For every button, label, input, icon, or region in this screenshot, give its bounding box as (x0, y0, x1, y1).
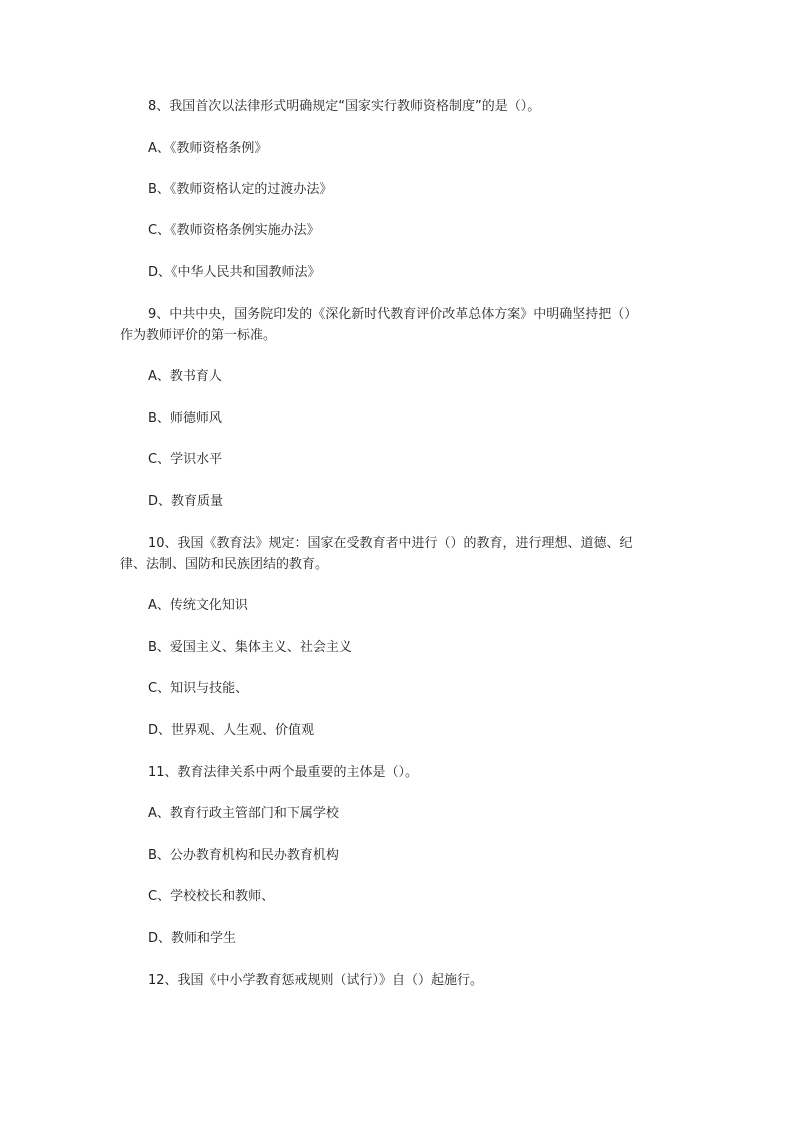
question-11-option-d: D、教师和学生 (148, 931, 237, 946)
question-11-option-c: C、学校校长和教师、 (148, 889, 275, 904)
question-9-option-b: B、师德师风 (148, 411, 222, 426)
question-12-stem: 12、我国《中小学教育惩戒规则（试行）》自（）起施行。 (148, 973, 484, 988)
question-11-stem: 11、教育法律关系中两个最重要的主体是（）。 (148, 765, 419, 780)
question-10-option-a: A、传统文化知识 (148, 598, 248, 613)
question-9-stem-line-1: 9、中共中央，国务院印发的《深化新时代教育评价改革总体方案》中明确坚持把（） (148, 307, 638, 322)
question-8-option-c: C、《教师资格条例实施办法》 (148, 223, 320, 238)
question-11-option-b: B、公办教育机构和民办教育机构 (148, 848, 339, 863)
question-8-option-a: A、《教师资格条例》 (148, 141, 268, 156)
question-8-option-b: B、《教师资格认定的过渡办法》 (148, 182, 333, 197)
question-10-option-d: D、世界观、人生观、价值观 (148, 723, 315, 738)
question-11-option-a: A、教育行政主管部门和下属学校 (148, 806, 339, 821)
question-10-option-b: B、爱国主义、集体主义、社会主义 (148, 640, 352, 655)
question-10-stem-line-1: 10、我国《教育法》规定：国家在受教育者中进行（）的教育，进行理想、道德、纪 (148, 536, 633, 551)
question-9-stem-line-2: 作为教师评价的第一标准。 (120, 328, 277, 343)
question-10-stem-line-2: 律、法制、国防和民族团结的教育。 (120, 557, 329, 572)
question-8-option-d: D、《中华人民共和国教师法》 (148, 265, 321, 280)
question-9-option-a: A、教书育人 (148, 369, 222, 384)
question-9-option-c: C、学识水平 (148, 452, 223, 467)
question-8-stem: 8、我国首次以法律形式明确规定“国家实行教师资格制度”的是（）。 (148, 99, 541, 114)
question-10-option-c: C、知识与技能、 (148, 681, 249, 696)
question-9-option-d: D、教育质量 (148, 494, 224, 509)
